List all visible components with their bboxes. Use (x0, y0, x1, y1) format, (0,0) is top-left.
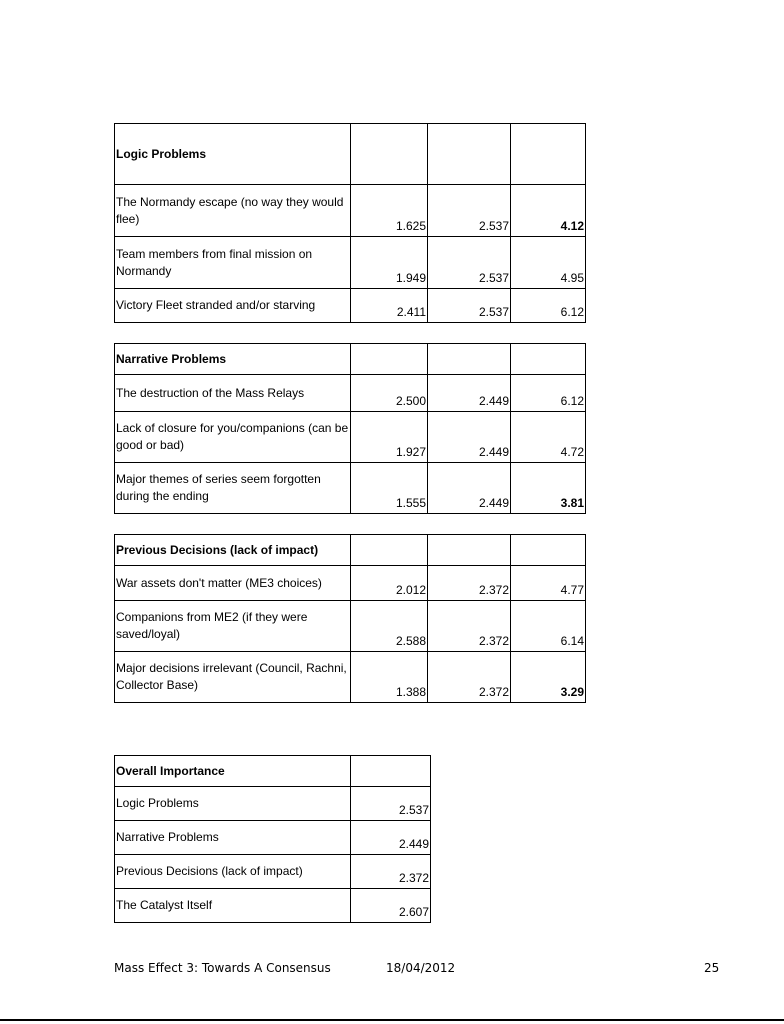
cell-value: 2.372 (428, 601, 511, 652)
table-row (115, 412, 586, 463)
overall-importance-table (114, 755, 431, 923)
cell-value: 1.625 (351, 185, 428, 237)
empty-cell (351, 344, 428, 375)
row-label: The destruction of the Mass Relays (115, 375, 351, 412)
table-row (115, 185, 586, 237)
empty-cell (428, 344, 511, 375)
row-label: Logic Problems (115, 787, 351, 821)
cell-value: 2.449 (428, 375, 511, 412)
empty-cell (351, 124, 428, 185)
row-label: War assets don't matter (ME3 choices) (115, 566, 351, 601)
cell-value: 4.72 (511, 412, 586, 463)
table-row (115, 889, 431, 923)
table-header: Logic Problems (115, 124, 351, 185)
row-label: Team members from final mission on Normandy (115, 237, 351, 289)
cell-value: 2.012 (351, 566, 428, 601)
row-label: Lack of closure for you/companions (can be good or bad) (115, 412, 351, 463)
row-label: The Normandy escape (no way they would flee) (115, 185, 351, 237)
cell-value: 3.29 (511, 652, 586, 703)
cell-value: 2.607 (351, 889, 431, 923)
bottom-divider (0, 1019, 784, 1021)
row-label: Companions from ME2 (if they were saved/loyal) (115, 601, 351, 652)
cell-value: 2.372 (351, 855, 431, 889)
table-row (115, 601, 586, 652)
empty-cell (428, 124, 511, 185)
table-row (115, 289, 586, 323)
cell-value: 2.537 (428, 185, 511, 237)
table-row (115, 821, 431, 855)
empty-cell (351, 535, 428, 566)
table-row (115, 375, 586, 412)
row-label: Major themes of series seem forgotten during the ending (115, 463, 351, 514)
cell-value: 4.12 (511, 185, 586, 237)
logic-problems-table (114, 123, 586, 323)
row-label: Major decisions irrelevant (Council, Rachni, Collector Base) (115, 652, 351, 703)
table-row (115, 787, 431, 821)
cell-value: 2.449 (428, 463, 511, 514)
narrative-problems-table (114, 343, 586, 514)
table-row (115, 566, 586, 601)
cell-value: 3.81 (511, 463, 586, 514)
empty-cell (428, 535, 511, 566)
cell-value: 6.14 (511, 601, 586, 652)
footer-page-number: 25 (704, 961, 720, 975)
cell-value: 2.372 (428, 566, 511, 601)
cell-value: 4.95 (511, 237, 586, 289)
row-label: Narrative Problems (115, 821, 351, 855)
table-row (115, 855, 431, 889)
cell-value: 2.411 (351, 289, 428, 323)
cell-value: 2.588 (351, 601, 428, 652)
cell-value: 2.537 (428, 237, 511, 289)
table-header: Previous Decisions (lack of impact) (115, 535, 351, 566)
cell-value: 2.449 (351, 821, 431, 855)
row-label: Victory Fleet stranded and/or starving (115, 289, 351, 323)
footer-date: 18/04/2012 (386, 961, 456, 975)
cell-value: 2.449 (428, 412, 511, 463)
cell-value: 2.372 (428, 652, 511, 703)
footer-document-title: Mass Effect 3: Towards A Consensus (114, 961, 331, 975)
table-header: Overall Importance (115, 756, 351, 787)
table-row (115, 652, 586, 703)
empty-cell (511, 124, 586, 185)
table-header: Narrative Problems (115, 344, 351, 375)
previous-decisions-table (114, 534, 586, 703)
empty-cell (351, 756, 431, 787)
cell-value: 2.537 (351, 787, 431, 821)
cell-value: 1.927 (351, 412, 428, 463)
table-row (115, 237, 586, 289)
cell-value: 1.949 (351, 237, 428, 289)
cell-value: 6.12 (511, 289, 586, 323)
cell-value: 6.12 (511, 375, 586, 412)
empty-cell (511, 535, 586, 566)
cell-value: 1.555 (351, 463, 428, 514)
row-label: The Catalyst Itself (115, 889, 351, 923)
cell-value: 2.537 (428, 289, 511, 323)
row-label: Previous Decisions (lack of impact) (115, 855, 351, 889)
cell-value: 4.77 (511, 566, 586, 601)
empty-cell (511, 344, 586, 375)
table-row (115, 463, 586, 514)
cell-value: 1.388 (351, 652, 428, 703)
cell-value: 2.500 (351, 375, 428, 412)
